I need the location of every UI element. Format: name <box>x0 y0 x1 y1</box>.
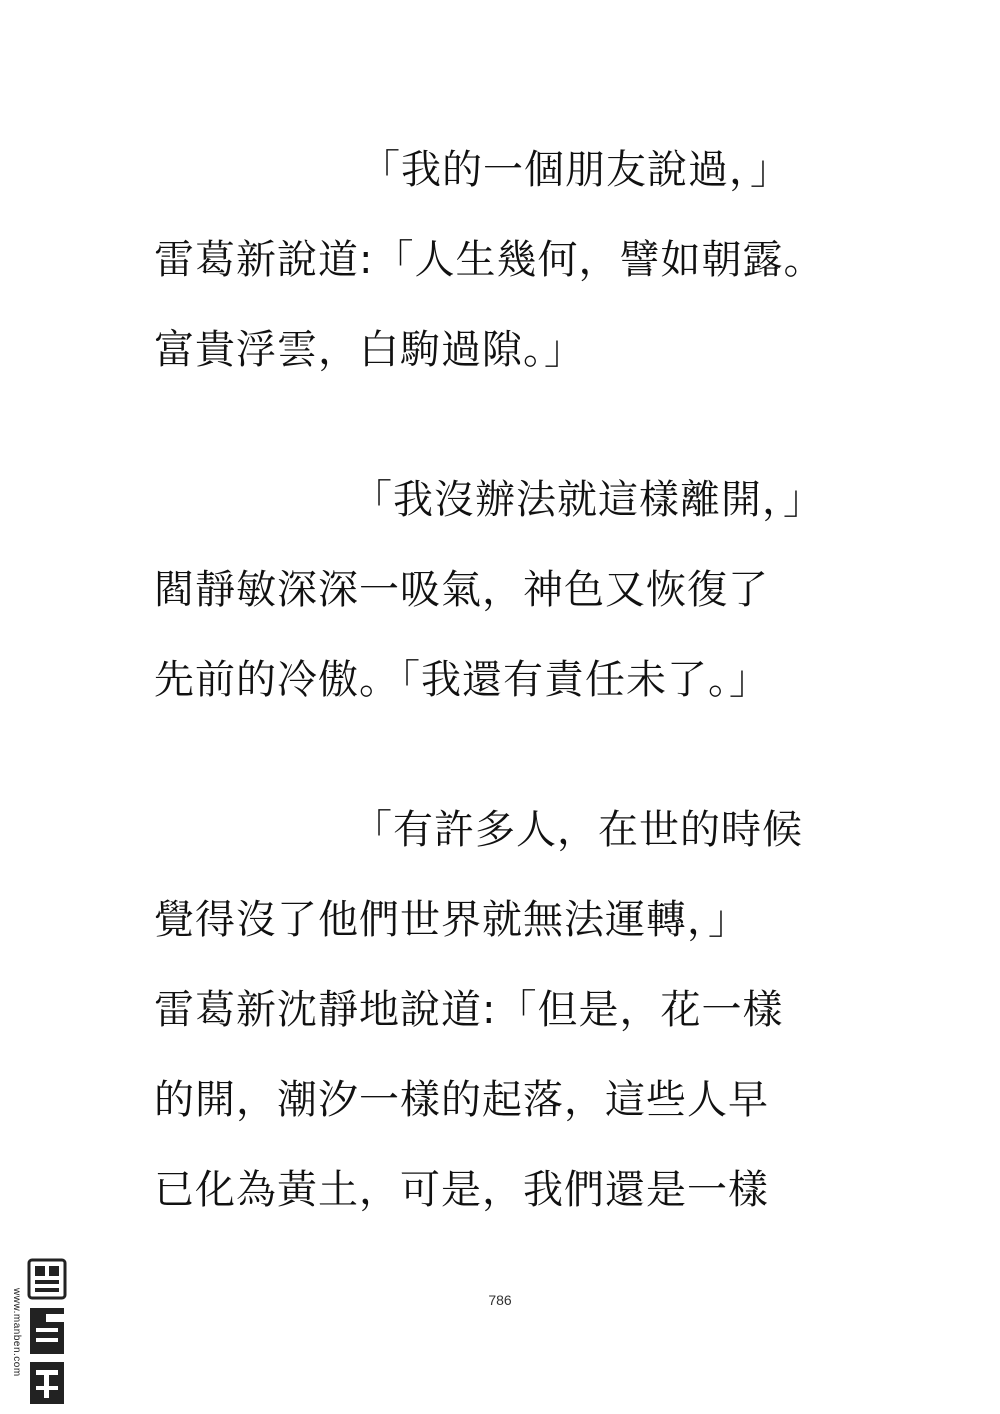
text-line-11: 已化為黃土，可是，我們還是一樣 <box>154 1167 769 1213</box>
text-line-6: 先前的冷傲。「我還有責任未了。」 <box>154 657 770 703</box>
watermark-logo <box>26 1258 68 1406</box>
watermark-url: www.manben.com <box>11 1287 22 1377</box>
text-line-8: 覺得沒了他們世界就無法運轉，」 <box>154 897 749 943</box>
text-line-10: 的開，潮汐一樣的起落，這些人早 <box>154 1077 769 1123</box>
text-line-2: 雷葛新說道:「人生幾何，譬如朝露。 <box>154 237 825 283</box>
text-line-4: 「我沒辦法就這樣離開，」 <box>352 477 824 523</box>
text-line-3: 富貴浮雲，白駒過隙。」 <box>154 327 585 373</box>
watermark <box>6 1258 68 1406</box>
text-line-7: 「有許多人，在世的時候 <box>352 807 803 853</box>
text-line-5: 閻靜敏深深一吸氣，神色又恢復了 <box>154 567 769 613</box>
page-number: 786 <box>488 1292 512 1308</box>
text-line-9: 雷葛新沈靜地說道:「但是，花一樣 <box>154 987 784 1033</box>
text-line-1: 「我的一個朋友說過，」 <box>360 147 791 193</box>
